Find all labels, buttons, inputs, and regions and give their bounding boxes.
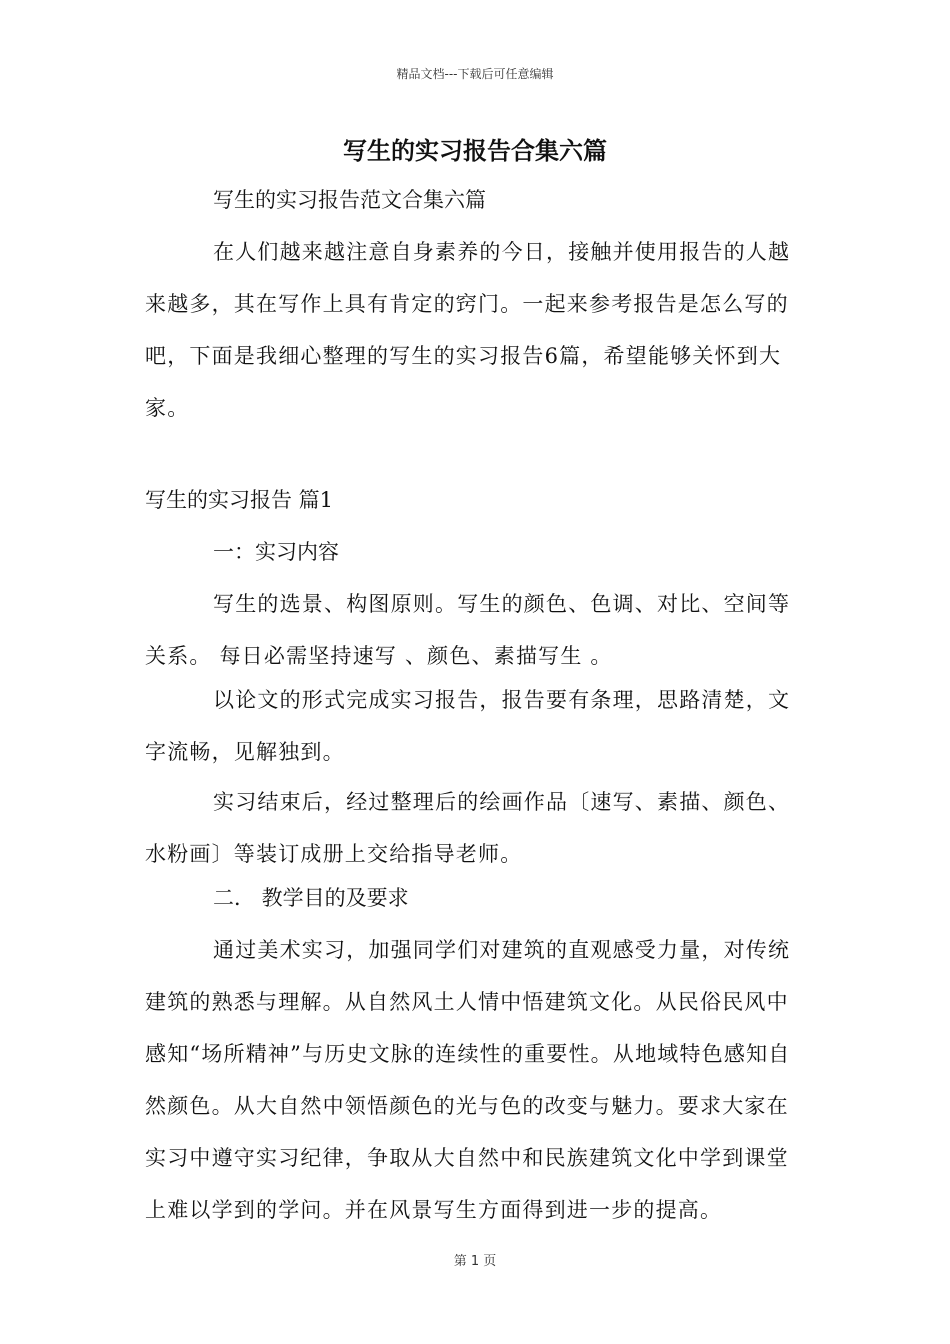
- part1-paragraph-2: 以论文的形式完成实习报告，报告要有条理，思路清楚，文字流畅，见解独到。: [145, 688, 791, 764]
- page-header: 精品文档---下载后可任意编辑: [396, 67, 554, 81]
- document-subtitle: 写生的实习报告范文合集六篇: [213, 188, 486, 212]
- document-title: 写生的实习报告合集六篇: [343, 136, 607, 165]
- part1-paragraph-3: 实习结束后，经过整理后的绘画作品〔速写、素描、颜色、水粉画〕等装订成册上交给指导老师。: [145, 790, 791, 866]
- part2-heading: 二． 教学目的及要求: [213, 886, 409, 910]
- part1-heading: 一：实习内容: [213, 540, 339, 564]
- part1-paragraph-1: 写生的选景、构图原则。写生的颜色、色调、对比、空间等关系。 每日必需坚持速写 、颜色、素描写生 。: [145, 592, 791, 668]
- part2-paragraph-1: 通过美术实习，加强同学们对建筑的直观感受力量，对传统建筑的熟悉与理解。从自然风土人情中悟建筑文化。从民俗民风中感知“场所精神”与历史文脉的连续性的重要性。从地域特色感知自然颜色。从大自然中领悟颜色的光与色的改变与魅力。要求大家在实习中遵守实习纪律，争取从大自然中和民族建筑文化中学到课堂上难以学到的学问。并在风景写生方面得到进一步的提高。: [145, 938, 791, 1222]
- section-heading: 写生的实习报告 篇1: [145, 488, 334, 512]
- page-number: 第 1 页: [453, 1254, 497, 1269]
- intro-paragraph: 在人们越来越注意自身素养的今日，接触并使用报告的人越来越多，其在写作上具有肯定的窍门。一起来参考报告是怎么写的吧，下面是我细心整理的写生的实习报告6篇，希望能够关怀到大家。: [145, 240, 791, 420]
